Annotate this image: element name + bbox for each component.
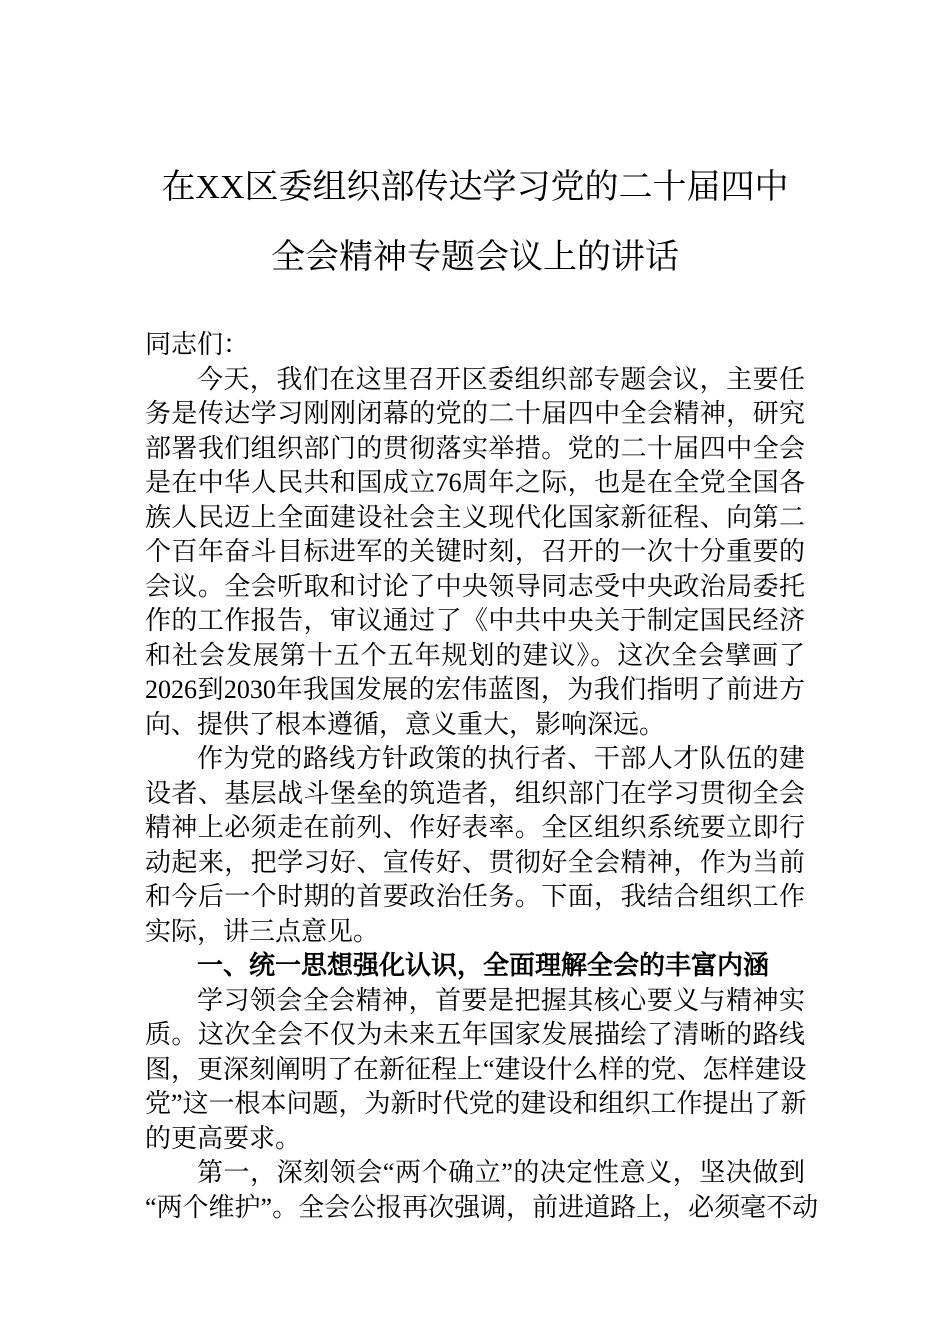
text-line: 是在中华人民共和国成立76周年之际，也是在全党全国各: [145, 468, 805, 497]
section-heading: [145, 949, 805, 984]
text-line: 的更高要求。: [145, 1123, 302, 1153]
paragraph: [145, 1156, 819, 1225]
text-line: 动起来，把学习好、宣传好、贯彻好全会精神，作为当前: [145, 847, 805, 877]
text-line: 图，更深刻阐明了在新征程上“建设什么样的党、怎样建设: [145, 1054, 807, 1084]
text-line: 精神上必须走在前列、作好表率。全区组织系统要立即行: [145, 813, 805, 842]
text-line: “两个维护”。全会公报再次强调，前进道路上，必须毫不动: [145, 1192, 819, 1222]
text-line: 学习领会全会精神，首要是把握其核心要义与精神实: [197, 985, 805, 1015]
document-title-line-2: 全会精神专题会议上的讲话: [271, 239, 679, 276]
document-title-line-1: 在XX区委组织部传达学习党的二十届四中: [161, 169, 789, 206]
text-line: 实际，讲三点意见。: [145, 916, 380, 946]
text-line: 和今后一个时期的首要政治任务。下面，我结合组织工作: [145, 882, 805, 911]
text-line: 部署我们组织部门的贯彻落实举措。党的二十届四中全会: [145, 433, 805, 463]
salutation: 同志们：: [145, 330, 250, 359]
document-body: [145, 328, 819, 1225]
text-line: 向、提供了根本遵循，意义重大，影响深远。: [145, 709, 666, 739]
text-line: 作的工作报告，审议通过了《中共中央关于制定国民经济: [145, 606, 805, 635]
text-line: 今天，我们在这里召开区委组织部专题会议，主要任: [197, 364, 805, 394]
paragraph: [145, 363, 805, 743]
text-line: 质。这次全会不仅为未来五年国家发展描绘了清晰的路线: [145, 1020, 805, 1049]
paragraph: [145, 984, 805, 1157]
text-line: 作为党的路线方针政策的执行者、干部人才队伍的建: [197, 744, 805, 773]
text-line: 和社会发展第十五个五年规划的建议》。这次全会擘画了: [145, 640, 805, 670]
text-line: 设者、基层战斗堡垒的筑造者，组织部门在学习贯彻全会: [145, 778, 805, 808]
text-line: 第一，深刻领会“两个确立”的决定性意义，坚决做到: [197, 1158, 805, 1187]
text-line: 2026到2030年我国发展的宏伟蓝图，为我们指明了前进方: [145, 675, 805, 704]
text-line: 族人民迈上全面建设社会主义现代化国家新征程、向第二: [145, 502, 805, 532]
text-line: 一、统一思想强化认识，全面理解全会的丰富内涵: [197, 951, 770, 980]
text-line: 务是传达学习刚刚闭幕的党的二十届四中全会精神，研究: [145, 399, 805, 428]
paragraph: [145, 742, 805, 949]
text-line: 个百年奋斗目标进军的关键时刻，召开的一次十分重要的: [145, 537, 805, 566]
text-line: 会议。全会听取和讨论了中央领导同志受中央政治局委托: [145, 571, 805, 601]
text-line: 党”这一根本问题，为新时代党的建设和组织工作提出了新: [145, 1089, 807, 1118]
